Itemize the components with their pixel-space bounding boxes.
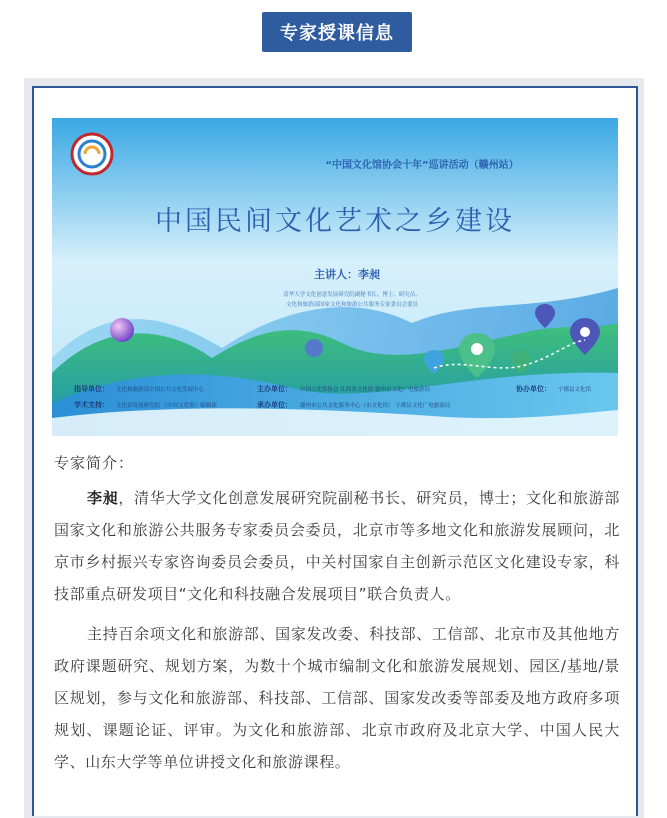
profile-paragraph — [54, 482, 620, 610]
academic-label: 学术支持： — [74, 401, 109, 409]
section-title: 专家授课信息 — [280, 23, 394, 44]
guide-label: 指导单位： — [74, 385, 109, 393]
lecture-title: 中国民间文化艺术之乡建设 — [155, 206, 515, 237]
expert-name: 李昶 — [87, 489, 119, 507]
event-banner — [52, 118, 618, 436]
event-title: “中国文化馆协会十年”巡讲活动（赣州站） — [325, 160, 519, 171]
guide-value: 文化和旅游部全国公共文化发展中心 — [116, 387, 205, 393]
organizer-value: 赣州市公共文化服务中心（市文化馆） 于都县文化广电旅游局 — [300, 403, 451, 409]
speaker-line: 主讲人：李昶 — [314, 268, 380, 281]
academic-value: 文化馆发展研究院 《中国文化馆》编辑部 — [116, 403, 217, 409]
organization-logo — [72, 134, 112, 174]
profile-body — [54, 482, 620, 786]
speaker-desc-1: 清华大学文化创意发展研究院副秘书长、博士、研究员、 — [283, 292, 421, 298]
profile-paragraph: 主持百余项文化和旅游部、国家发改委、科技部、工信部、北京市及其他地方政府课题研究、规划方案，为数十个城市编制文化和旅游发展规划、园区/基地/景区规划，参与文化和旅游部、科技部、工信部、国家发改委等部委及地方政府多项规划、课题论证、评审。为文化和旅游部、北京市政府及北京大学、中国人民大学、山东大学等单位讲授文化和旅游课程。 — [54, 625, 620, 771]
section-title-badge — [262, 12, 412, 52]
co-value: 宁都县文化馆 — [558, 387, 592, 393]
host-label: 主办单位： — [257, 385, 292, 393]
host-value: 中国文化馆协会 江西省文化馆 赣州市文化广电旅游局 — [300, 387, 430, 393]
co-label: 协办单位： — [516, 385, 551, 393]
organizer-label: 承办单位： — [257, 401, 292, 409]
profile-heading: 专家简介： — [54, 454, 135, 472]
speaker-desc-2: 文化和旅游部国家文化和旅游公共服务专家委员会委员 — [285, 302, 419, 308]
profile-paragraph-1-text: ，清华大学文化创意发展研究院副秘书长、研究员，博士；文化和旅游部国家文化和旅游公共服务专家委员会委员，北京市等多地文化和旅游发展顾问，北京市乡村振兴专家咨询委员会委员，中关村国家自主创新示范区文化建设专家，科技部重点研发项目“文化和科技融合发展项目”联合负责人。 — [54, 489, 620, 603]
banner-graphic — [52, 118, 618, 436]
